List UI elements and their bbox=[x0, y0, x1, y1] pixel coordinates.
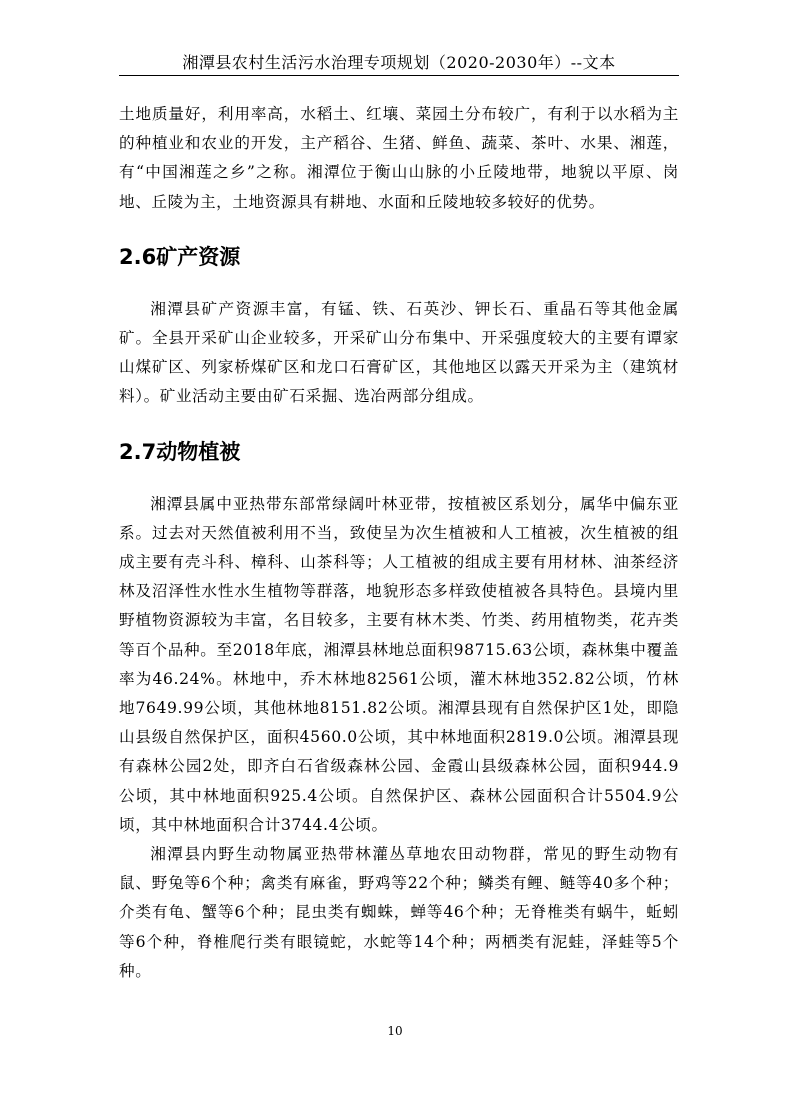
document-body bbox=[119, 100, 679, 986]
header-divider bbox=[119, 75, 679, 76]
section-heading-fauna-vegetation: 2.7动物植被 bbox=[119, 439, 241, 464]
vegetation-paragraph: 湘潭县属中亚热带东部常绿阔叶林亚带，按植被区系划分，属华中偏东亚系。过去对天然值被利用不当，致使呈为次生植被和人工植被，次生植被的组成主要有壳斗科、樟科、山茶科等；人工植被的组成主要有用材林、油茶经济林及沼泽性水性水生植物等群落，地貌形态多样致使植被各具特色。县境内里野植物资源较为丰富，名目较多，主要有林木类、竹类、药用植物类，花卉类等百个品种。至2018年底，湘潭县林地总面积98715.63公顷，森林集中覆盖率为46.24%。林地中，乔木林地82561公顷，灌木林地352.82公顷，竹林地7649.99公顷，其他林地8151.82公顷。湘潭县现有自然保护区1处，即隐山县级自然保护区，面积4560.0公顷，其中林地面积2819.0公顷。湘潭县现有森林公园2处，即齐白石省级森林公园、金霞山县级森林公园，面积944.9公顷，其中林地面积925.4公顷。自然保护区、森林公园面积合计5504.9公顷，其中林地面积合计3744.4公顷。 bbox=[119, 494, 679, 834]
mineral-resources-paragraph: 湘潭县矿产资源丰富，有锰、铁、石英沙、钾长石、重晶石等其他金属矿。全县开采矿山企业较多，开采矿山分布集中、开采强度较大的主要有谭家山煤矿区、列家桥煤矿区和龙口石膏矿区，其他地区以露天开采为主（建筑材料）。矿业活动主要由矿石采掘、选冶两部分组成。 bbox=[119, 299, 679, 406]
section-heading-mineral-resources: 2.6矿产资源 bbox=[119, 244, 241, 269]
page-number: 10 bbox=[387, 1024, 403, 1038]
page-header: 湘潭县农村生活污水治理专项规划（2020-2030年）--文本 bbox=[182, 53, 616, 72]
intro-paragraph: 土地质量好，利用率高，水稻土、红壤、菜园土分布较广，有利于以水稻为主的种植业和农业的开发，主产稻谷、生猪、鲜鱼、蔬菜、茶叶、水果、湘莲，有“中国湘莲之乡”之称。湘潭位于衡山山脉的小丘陵地带，地貌以平原、岗地、丘陵为主，土地资源具有耕地、水面和丘陵地较多较好的优势。 bbox=[119, 105, 679, 211]
wildlife-paragraph: 湘潭县内野生动物属亚热带林灌丛草地农田动物群，常见的野生动物有鼠、野兔等6个种；禽类有麻雀，野鸡等22个种；鳞类有鲤、鲢等40多个种；介类有龟、蟹等6个种；昆虫类有蜘蛛，蝉等46个种；无脊椎类有蜗牛，蚯蚓等6个种，脊椎爬行类有眼镜蛇，水蛇等14个种；两栖类有泥蛙，泽蛙等5个种。 bbox=[119, 845, 679, 980]
